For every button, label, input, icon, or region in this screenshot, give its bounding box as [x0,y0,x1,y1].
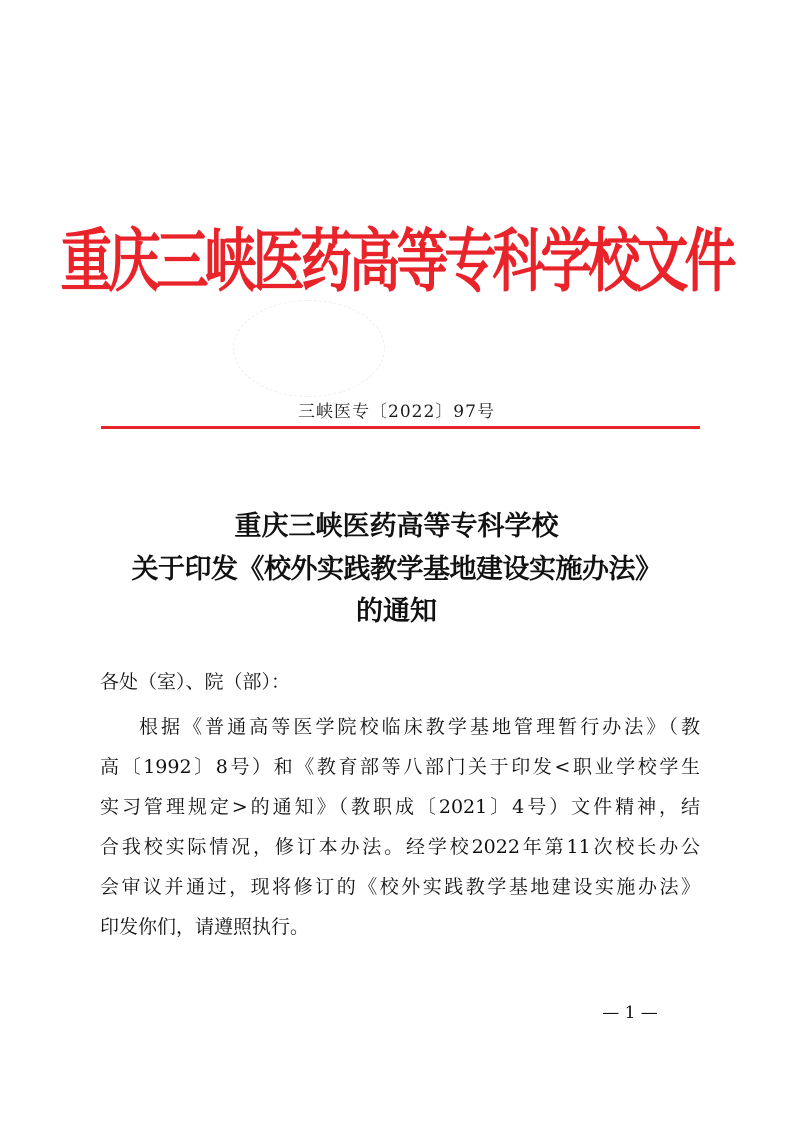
page-number: — 1 — [602,1003,658,1023]
letterhead-title: 重庆三峡医药高等专科学校文件 [60,221,733,302]
title-line-3: 的通知 [356,596,437,627]
body-paragraph-line: 印发你们，请遵照执行。 [100,916,310,938]
salutation: 各处（室）、院（部）： [100,671,291,693]
title-line-2: 关于印发《校外实践教学基地建设实施办法》 [131,554,662,585]
red-divider-line [101,426,700,429]
document-number: 三峡医专〔2022〕97号 [298,402,495,422]
body-paragraph-line: 合我校实际情况，修订本办法。经学校2022年第11次校长办公 [100,836,700,858]
body-paragraph-line: 会审议并通过，现将修订的《校外实践教学基地建设实施办法》 [100,876,700,898]
faint-seal-mark [233,300,385,397]
body-paragraph-line: 根据《普通高等医学院校临床教学基地管理暂行办法》（教 [139,716,700,738]
body-paragraph-line: 高〔1992〕8号）和《教育部等八部门关于印发<职业学校学生 [100,756,700,778]
body-paragraph-line: 实习管理规定>的通知》（教职成〔2021〕4号）文件精神，结 [100,796,700,818]
title-line-1: 重庆三峡医药高等专科学校 [234,511,559,542]
